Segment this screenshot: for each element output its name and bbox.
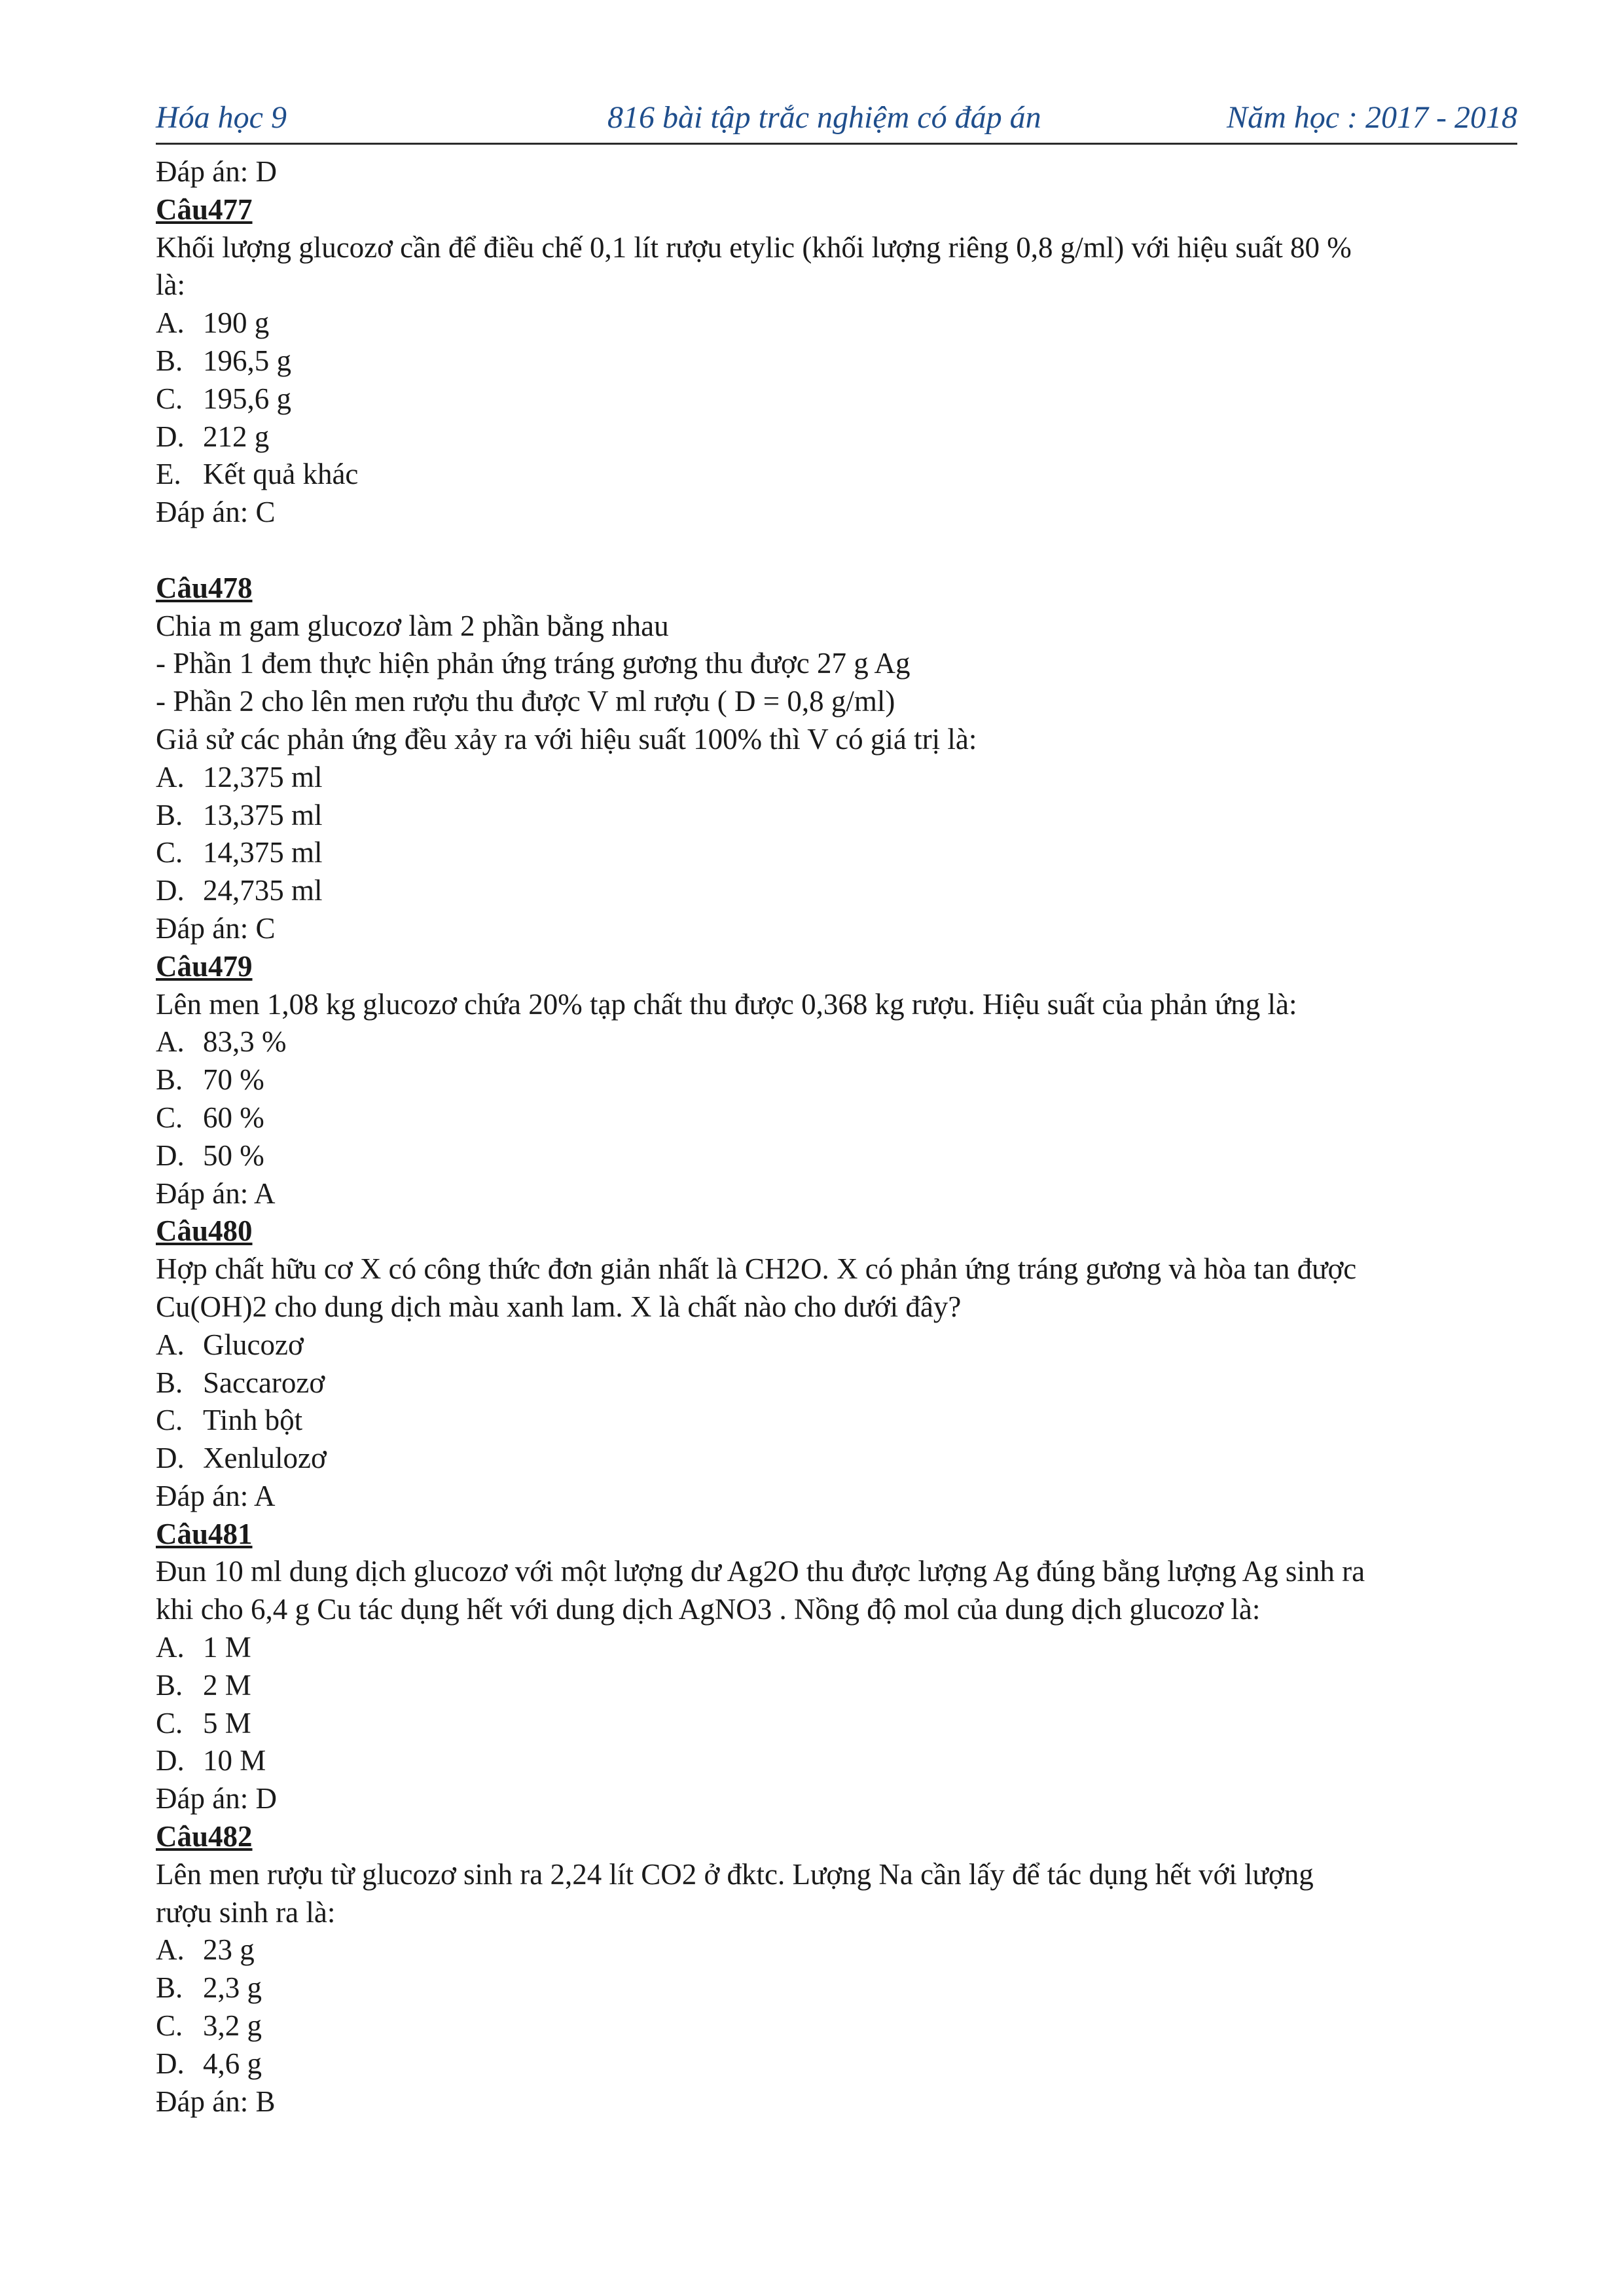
- answer-option: [156, 418, 1517, 456]
- option-text: Xenlulozơ: [203, 1442, 327, 1475]
- option-text: 190 g: [203, 306, 270, 340]
- option-text: 2 M: [203, 1668, 251, 1702]
- answer-option: [156, 872, 1517, 910]
- option-text: Saccarozơ: [203, 1366, 325, 1399]
- question-text: Cu(OH)2 cho dung dịch màu xanh lam. X là chất nào cho dưới đây?: [156, 1290, 962, 1323]
- option-letter: D.: [156, 1139, 185, 1172]
- answer-option: [156, 2045, 1517, 2083]
- option-letter: C.: [156, 2009, 183, 2043]
- option-letter: D.: [156, 1744, 185, 1777]
- question-block: [156, 570, 1517, 948]
- option-text: 14,375 ml: [203, 836, 323, 869]
- option-text: 10 M: [203, 1744, 266, 1777]
- option-letter: D.: [156, 874, 185, 907]
- answer-option: [156, 1629, 1517, 1667]
- header-subject: Hóa học 9: [156, 100, 287, 135]
- answer-option: [156, 1440, 1517, 1478]
- answer-option: [156, 304, 1517, 342]
- question-title: Câu480: [156, 1214, 253, 1248]
- page-header: [156, 97, 1517, 145]
- previous-answer: Đáp án: D: [156, 155, 277, 188]
- option-text: 1 M: [203, 1631, 251, 1664]
- option-text: 4,6 g: [203, 2047, 262, 2080]
- correct-answer: Đáp án: C: [156, 496, 276, 529]
- question-title: Câu478: [156, 571, 253, 604]
- correct-answer: Đáp án: C: [156, 911, 276, 945]
- option-letter: B.: [156, 798, 183, 831]
- question-title: Câu482: [156, 1820, 253, 1853]
- question-title: Câu479: [156, 949, 253, 983]
- option-text: Glucozơ: [203, 1328, 304, 1361]
- answer-option: [156, 797, 1517, 835]
- answer-option: [156, 1099, 1517, 1137]
- option-letter: C.: [156, 1404, 183, 1437]
- option-letter: B.: [156, 1971, 183, 2005]
- answer-option: [156, 1969, 1517, 2007]
- answer-option: [156, 1931, 1517, 1969]
- correct-answer: Đáp án: B: [156, 2085, 276, 2118]
- option-text: 5 M: [203, 1706, 251, 1740]
- option-letter: A.: [156, 1025, 185, 1059]
- answer-option: [156, 1742, 1517, 1780]
- header-title: 816 bài tập trắc nghiệm có đáp án: [607, 100, 1041, 135]
- header-school-year: Năm học : 2017 - 2018: [1227, 100, 1517, 135]
- question-block: [156, 1818, 1517, 2121]
- option-text: 60 %: [203, 1101, 264, 1134]
- answer-option: [156, 1705, 1517, 1743]
- option-letter: A.: [156, 1631, 185, 1664]
- question-text: là:: [156, 268, 185, 302]
- answer-option: [156, 1061, 1517, 1099]
- answer-option: [156, 834, 1517, 872]
- answer-option: [156, 1667, 1517, 1705]
- answer-option: [156, 1364, 1517, 1402]
- question-text: Lên men 1,08 kg glucozơ chứa 20% tạp chất thu được 0,368 kg rượu. Hiệu suất của phản ứng là:: [156, 987, 1297, 1021]
- answer-option: [156, 1023, 1517, 1061]
- option-letter: B.: [156, 1366, 183, 1399]
- question-text: khi cho 6,4 g Cu tác dụng hết với dung dịch AgNO3 . Nồng độ mol của dung dịch glucozơ là:: [156, 1593, 1261, 1626]
- correct-answer: Đáp án: D: [156, 1782, 277, 1815]
- option-text: 70 %: [203, 1063, 264, 1097]
- option-text: 196,5 g: [203, 344, 291, 377]
- option-text: 3,2 g: [203, 2009, 262, 2043]
- question-text: Hợp chất hữu cơ X có công thức đơn giản nhất là CH2O. X có phản ứng tráng gương và hòa tan được: [156, 1252, 1357, 1286]
- option-letter: A.: [156, 1933, 185, 1967]
- document-body: [156, 153, 1517, 2121]
- question-block: [156, 948, 1517, 1213]
- question-title: Câu477: [156, 192, 253, 226]
- option-text: 212 g: [203, 420, 270, 453]
- question-text: Lên men rượu từ glucozơ sinh ra 2,24 lít CO2 ở đktc. Lượng Na cần lấy để tác dụng hết với lượng: [156, 1857, 1314, 1891]
- question-text: Chia m gam glucozơ làm 2 phần bằng nhau: [156, 609, 669, 642]
- option-text: 23 g: [203, 1933, 255, 1967]
- option-letter: C.: [156, 1706, 183, 1740]
- question-text: - Phần 1 đem thực hiện phản ứng tráng gương thu được 27 g Ag: [156, 647, 911, 680]
- option-text: 12,375 ml: [203, 760, 323, 793]
- option-text: 2,3 g: [203, 1971, 262, 2005]
- option-letter: D.: [156, 2047, 185, 2080]
- question-list: [156, 191, 1517, 2121]
- question-text: Khối lượng glucozơ cần để điều chế 0,1 lít rượu etylic (khối lượng riêng 0,8 g/ml) với hiệu suất 80 %: [156, 230, 1352, 264]
- question-title: Câu481: [156, 1517, 253, 1550]
- option-letter: B.: [156, 1668, 183, 1702]
- option-text: 195,6 g: [203, 382, 291, 415]
- option-text: 13,375 ml: [203, 798, 323, 831]
- answer-option: [156, 1402, 1517, 1440]
- option-text: Tinh bột: [203, 1404, 303, 1437]
- question-text: - Phần 2 cho lên men rượu thu được V ml rượu ( D = 0,8 g/ml): [156, 685, 895, 718]
- answer-option: [156, 1326, 1517, 1364]
- option-letter: A.: [156, 1328, 185, 1361]
- option-text: 24,735 ml: [203, 874, 323, 907]
- question-block: [156, 1516, 1517, 1818]
- option-letter: E.: [156, 458, 181, 491]
- option-letter: D.: [156, 1442, 185, 1475]
- option-text: Kết quả khác: [203, 458, 359, 491]
- answer-option: [156, 380, 1517, 418]
- option-letter: C.: [156, 382, 183, 415]
- question-text: Đun 10 ml dung dịch glucozơ với một lượng dư Ag2O thu được lượng Ag đúng bằng lượng Ag sinh ra: [156, 1555, 1365, 1588]
- option-text: 83,3 %: [203, 1025, 287, 1059]
- option-letter: A.: [156, 760, 185, 793]
- question-block: [156, 1212, 1517, 1515]
- option-letter: A.: [156, 306, 185, 340]
- option-letter: C.: [156, 836, 183, 869]
- answer-option: [156, 759, 1517, 797]
- option-letter: D.: [156, 420, 185, 453]
- answer-option: [156, 2007, 1517, 2045]
- correct-answer: Đáp án: A: [156, 1176, 276, 1210]
- answer-option: [156, 456, 1517, 494]
- answer-option: [156, 342, 1517, 380]
- option-text: 50 %: [203, 1139, 264, 1172]
- answer-option: [156, 1137, 1517, 1175]
- question-text: Giả sử các phản ứng đều xảy ra với hiệu suất 100% thì V có giá trị là:: [156, 722, 977, 756]
- question-text: rượu sinh ra là:: [156, 1895, 336, 1929]
- option-letter: B.: [156, 1063, 183, 1097]
- blank-line: [156, 532, 1517, 570]
- option-letter: C.: [156, 1101, 183, 1134]
- question-block: [156, 191, 1517, 570]
- correct-answer: Đáp án: A: [156, 1479, 276, 1512]
- option-letter: B.: [156, 344, 183, 377]
